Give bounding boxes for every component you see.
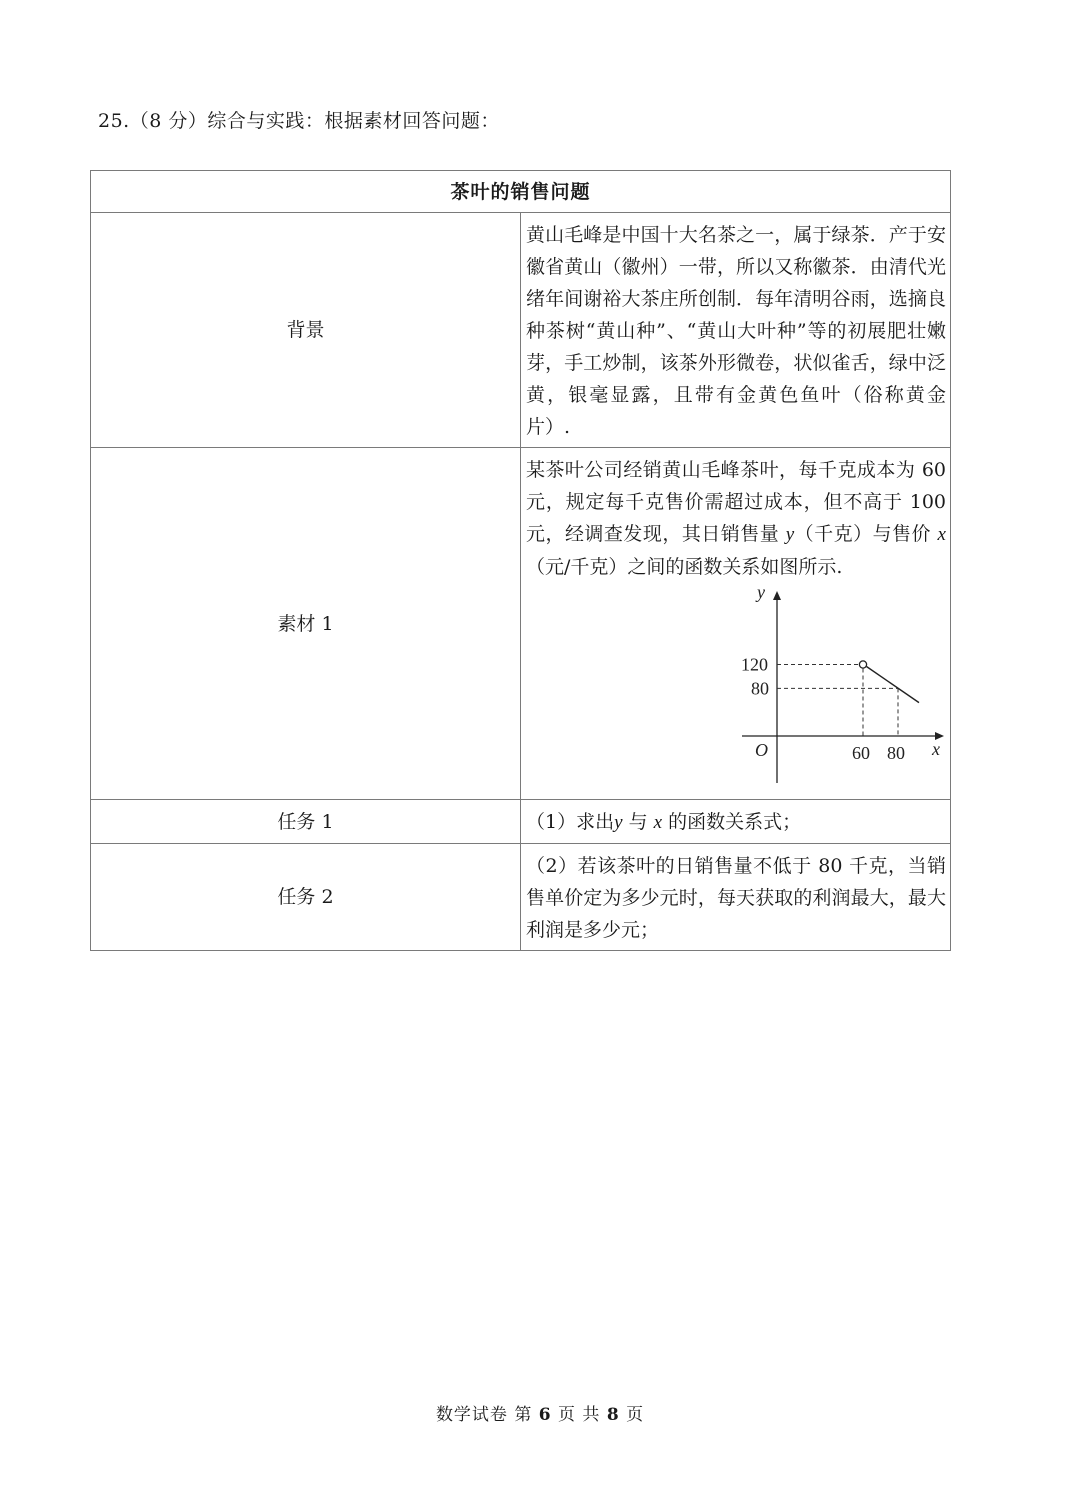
page-footer: 数学试卷 第 6 页 共 8 页 — [435, 1405, 645, 1425]
task1-text: （1）求出y 与 x 的函数关系式； — [521, 800, 951, 844]
task2-text: （2）若该茶叶的日销售量不低于 80 千克，当销售单价定为多少元时，每天获取的利润最大，最大利润是多少元； — [521, 844, 951, 951]
material1-label: 素材 1 — [91, 448, 521, 800]
function-graph-svg — [730, 583, 960, 795]
open-point-60-120 — [859, 661, 866, 668]
material1-row — [91, 448, 951, 800]
material1-content — [521, 448, 951, 800]
function-graph — [526, 583, 946, 795]
footer-page-current: 6 — [538, 1405, 552, 1425]
task2-row — [91, 844, 951, 951]
task-table — [90, 170, 951, 951]
task1-label: 任务 1 — [91, 800, 521, 844]
y-axis-label: y — [757, 583, 765, 602]
question-header: 25.（8 分）综合与实践：根据素材回答问题： — [98, 110, 500, 132]
x-tick-60: 60 — [852, 743, 870, 763]
background-label: 背景 — [91, 213, 521, 448]
function-line — [867, 667, 920, 703]
task1-row — [91, 800, 951, 844]
material1-text: 某茶叶公司经销黄山毛峰茶叶，每千克成本为 60 元，规定每千克售价需超过成本，但不高于 100 元，经调查发现，其日销售量 y（千克）与售价 x（元/千克）之间的函数关系如图所示. — [526, 459, 946, 578]
x-tick-80: 80 — [887, 743, 905, 763]
y-axis-arrow-icon — [773, 591, 781, 600]
y-tick-120: 120 — [741, 654, 768, 675]
title-row — [91, 171, 951, 213]
y-tick-80: 80 — [751, 678, 769, 699]
footer-subject: 数学试卷 — [435, 1405, 508, 1425]
origin-label: O — [755, 740, 768, 760]
footer-page-total: 8 — [606, 1405, 620, 1425]
background-text: 黄山毛峰是中国十大名茶之一，属于绿茶．产于安徽省黄山（徽州）一带，所以又称徽茶．由清代光绪年间谢裕大茶庄所创制．每年清明谷雨，选摘良种茶树“黄山种”、“黄山大叶种”等的初展肥壮嫩芽，手工炒制，该茶外形微卷，状似雀舌，绿中泛黄，银毫显露，且带有金黄色鱼叶（俗称黄金片）. — [521, 213, 951, 448]
table-title: 茶叶的销售问题 — [91, 171, 951, 213]
x-axis-label: x — [932, 739, 940, 759]
task2-label: 任务 2 — [91, 844, 521, 951]
background-row — [91, 213, 951, 448]
